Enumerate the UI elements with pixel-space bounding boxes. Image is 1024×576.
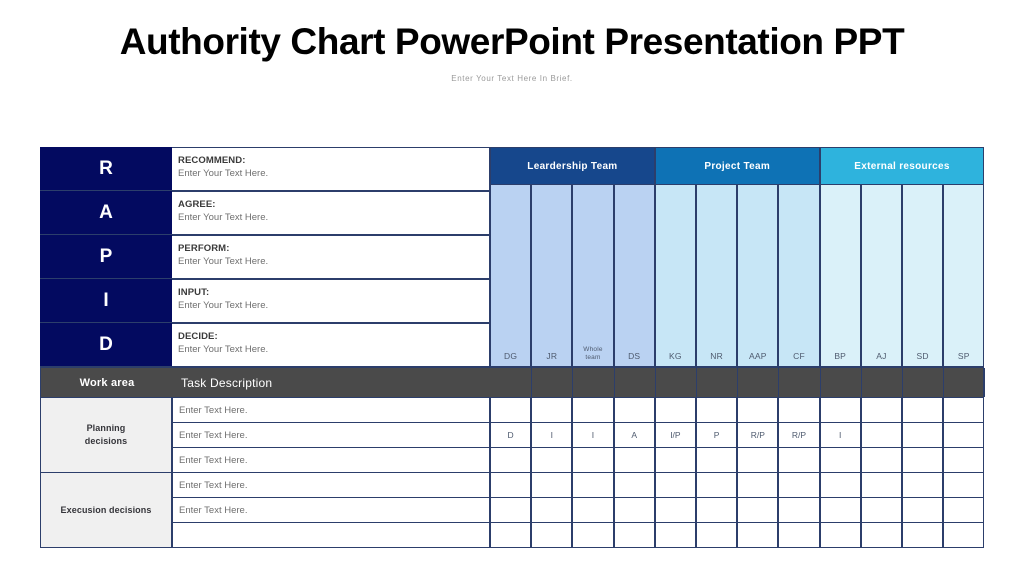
matrix-data-cell[interactable] [696,473,737,498]
task-description-cell[interactable]: Enter Text Here. [172,423,490,448]
role-column-label: SD [916,351,929,361]
work-area-cell[interactable]: Planning decisions [40,398,172,473]
matrix-data-cell[interactable] [572,523,613,548]
matrix-data-cell[interactable] [820,473,861,498]
matrix-data-cell[interactable]: I [572,423,613,448]
role-column-label: AJ [876,351,887,361]
matrix-data-cell[interactable] [778,523,819,548]
matrix-data-cell[interactable] [531,523,572,548]
work-area-header-divider [903,368,944,397]
role-column-aap[interactable] [737,185,778,367]
matrix-data-cell[interactable] [655,523,696,548]
matrix-data-cell[interactable] [655,448,696,473]
rapid-letter-i: I [40,279,172,323]
role-column-aj[interactable] [861,185,902,367]
matrix-data-cell[interactable] [490,473,531,498]
rapid-legend-row [40,147,490,191]
task-description-cell[interactable]: Enter Text Here. [172,473,490,498]
matrix-data-cell[interactable] [531,473,572,498]
matrix-data-cell[interactable] [861,398,902,423]
matrix-data-cell[interactable] [943,448,984,473]
matrix-data-cell[interactable] [902,473,943,498]
matrix-data-cell[interactable]: R/P [778,423,819,448]
rapid-letter-a: A [40,191,172,235]
matrix-data-cell[interactable] [572,448,613,473]
matrix-data-cell[interactable] [696,398,737,423]
matrix-data-cell[interactable] [861,498,902,523]
role-column-sd[interactable] [902,185,943,367]
rapid-description-cell[interactable] [172,191,490,235]
matrix-data-cell[interactable] [943,398,984,423]
work-area-header-divider [697,368,738,397]
work-area-header-divider [615,368,656,397]
matrix-data-cell[interactable] [820,398,861,423]
matrix-data-cell[interactable] [737,448,778,473]
rapid-description-label: INPUT: [178,287,210,298]
matrix-data-cell[interactable] [820,448,861,473]
group-header-external-resources[interactable]: External resources [820,147,985,185]
rapid-description-label: AGREE: [178,199,216,210]
rapid-description-cell[interactable] [172,147,490,191]
matrix-data-cell[interactable] [778,398,819,423]
role-column-label: CF [793,351,805,361]
matrix-data-cell[interactable] [490,398,531,423]
matrix-data-cell[interactable] [902,523,943,548]
matrix-data-cell[interactable] [861,423,902,448]
matrix-data-cell[interactable] [490,523,531,548]
rapid-description-label: PERFORM: [178,243,230,254]
role-column-dg[interactable] [490,185,531,367]
matrix-data-cell[interactable] [778,473,819,498]
matrix-data-cell[interactable] [902,498,943,523]
rapid-letter-d: D [40,323,172,367]
work-area-header-divider [862,368,903,397]
work-area-header-divider [738,368,779,397]
rapid-description-placeholder: Enter Your Text Here. [178,300,269,311]
matrix-data-cell[interactable] [902,398,943,423]
matrix-data-cell[interactable] [531,498,572,523]
matrix-data-cell[interactable] [696,523,737,548]
task-description-header-label: Task Description [181,375,273,390]
matrix-data-cell[interactable] [531,448,572,473]
matrix-data-cell[interactable] [572,498,613,523]
matrix-data-cell[interactable] [737,498,778,523]
matrix-data-cell[interactable] [696,498,737,523]
rapid-description-cell[interactable] [172,323,490,367]
role-column-whole-team[interactable] [572,185,613,367]
page-subtitle: Enter Your Text Here In Brief. [451,74,573,83]
role-column-label: JR [546,351,558,361]
matrix-data-cell[interactable]: P [696,423,737,448]
title-block [0,20,1024,83]
role-column-label: SP [957,351,970,361]
matrix-data-cell[interactable] [614,523,655,548]
matrix-data-cell[interactable] [902,423,943,448]
role-column-label: DG [504,351,518,361]
matrix-data-cell[interactable] [943,473,984,498]
matrix-body-rows [40,398,984,548]
rapid-description-label: DECIDE: [178,331,218,342]
matrix-data-cell[interactable] [572,398,613,423]
page-title: Authority Chart PowerPoint Presentation PPT [119,21,905,62]
matrix-data-cell[interactable] [820,523,861,548]
work-area-cell[interactable]: Execusion decisions [40,473,172,548]
work-area-header-divider [944,368,985,397]
task-description-cell[interactable]: Enter Text Here. [172,498,490,523]
work-area-header-divider [779,368,820,397]
rapid-description-placeholder: Enter Your Text Here. [178,212,269,223]
work-area-header-divider [821,368,862,397]
role-column-label: Whole team [583,346,603,361]
matrix-data-cell[interactable] [490,498,531,523]
work-area-header-divider [573,368,614,397]
rapid-legend [40,147,490,367]
matrix-data-cell[interactable] [861,523,902,548]
rapid-legend-row [40,323,490,367]
matrix-data-cell[interactable] [943,523,984,548]
matrix-data-cell[interactable] [490,448,531,473]
matrix-data-cell[interactable] [614,398,655,423]
rapid-description-placeholder: Enter Your Text Here. [178,344,269,355]
matrix-data-cell[interactable] [737,523,778,548]
work-area-header-divider [532,368,573,397]
work-area-header-divider [491,368,532,397]
role-column-label: BP [834,351,847,361]
rapid-description-label: RECOMMEND: [178,155,246,166]
matrix-data-cell[interactable] [614,448,655,473]
matrix-data-cell[interactable]: D [490,423,531,448]
matrix-data-cell[interactable] [861,448,902,473]
authority-chart-matrix [40,147,984,548]
matrix-data-cell[interactable]: I/P [655,423,696,448]
role-column-ds[interactable] [614,185,655,367]
matrix-data-cell[interactable] [778,448,819,473]
matrix-data-cell[interactable] [902,448,943,473]
role-column-kg[interactable] [655,185,696,367]
rapid-description-cell[interactable] [172,279,490,323]
matrix-data-cell[interactable] [572,473,613,498]
task-description-cell[interactable]: Enter Text Here. [172,448,490,473]
rapid-description-cell[interactable] [172,235,490,279]
group-header-leardership-team[interactable]: Leardership Team [490,147,655,185]
rapid-letter-r: R [40,147,172,191]
rapid-legend-row [40,191,490,235]
role-column-nr[interactable] [696,185,737,367]
work-area-header-divider [656,368,697,397]
work-area-header-bar [40,367,984,398]
matrix-data-cell[interactable] [696,448,737,473]
rapid-legend-row [40,235,490,279]
role-column-label: DS [628,351,641,361]
task-description-cell[interactable] [172,523,490,548]
matrix-data-cell[interactable] [614,498,655,523]
rapid-legend-row [40,279,490,323]
matrix-data-cell[interactable] [737,398,778,423]
role-column-label: NR [710,351,723,361]
matrix-data-cell[interactable] [861,473,902,498]
group-header-project-team[interactable]: Project Team [655,147,820,185]
matrix-data-cell[interactable]: I [531,423,572,448]
role-column-label: KG [669,351,682,361]
rapid-description-placeholder: Enter Your Text Here. [178,168,269,179]
matrix-data-cell[interactable] [778,498,819,523]
matrix-data-cell[interactable] [943,498,984,523]
matrix-data-cell[interactable] [531,398,572,423]
role-column-jr[interactable] [531,185,572,367]
matrix-data-cell[interactable] [655,498,696,523]
matrix-data-cell[interactable] [655,473,696,498]
work-area-header-label: Work area [79,376,135,389]
rapid-description-placeholder: Enter Your Text Here. [178,256,269,267]
role-column-label: AAP [748,351,767,361]
role-column-cf[interactable] [778,185,819,367]
matrix-data-cell[interactable] [737,473,778,498]
matrix-data-cell[interactable]: R/P [737,423,778,448]
role-column-sp[interactable] [943,185,984,367]
rapid-letter-p: P [40,235,172,279]
matrix-data-cell[interactable]: A [614,423,655,448]
matrix-data-cell[interactable] [943,423,984,448]
matrix-data-cell[interactable] [820,498,861,523]
matrix-data-cell[interactable] [614,473,655,498]
task-description-cell[interactable]: Enter Text Here. [172,398,490,423]
matrix-data-cell[interactable] [655,398,696,423]
role-column-bp[interactable] [820,185,861,367]
matrix-data-cell[interactable]: I [820,423,861,448]
